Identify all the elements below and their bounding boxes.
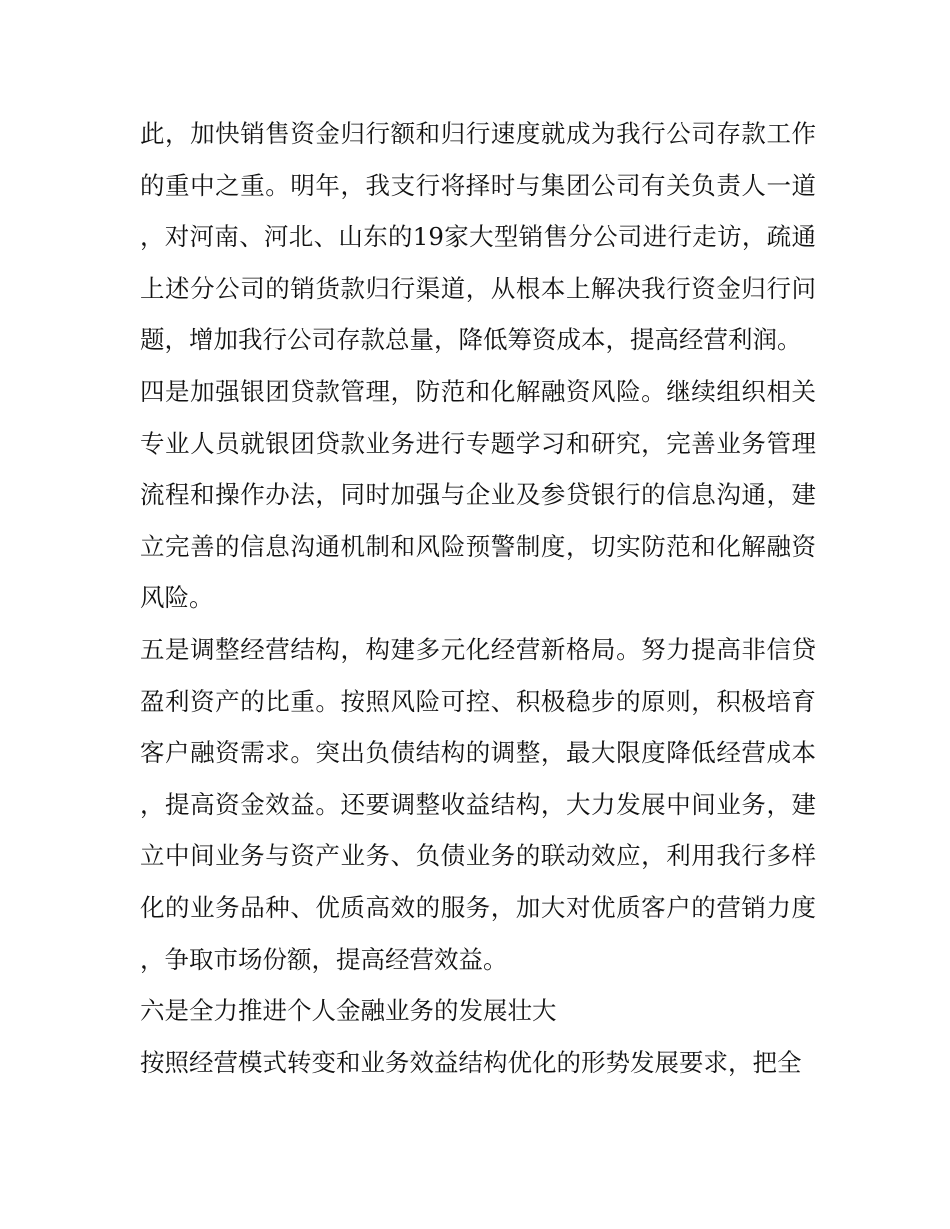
paragraph-point-four: 四是加强银团贷款管理，防范和化解融资风险。继续组织相关专业人员就银团贷款业务进行专题学习和研究，完善业务管理流程和操作办法，同时加强与企业及参贷银行的信息沟通，建立完善的信息沟通机制和风险预警制度，切实防范和化解融资风险。	[140, 376, 816, 613]
paragraph-point-five: 五是调整经营结构，构建多元化经营新格局。努力提高非信贷盈利资产的比重。按照风险可控、积极稳步的原则，积极培育客户融资需求。突出负债结构的调整，最大限度降低经营成本，提高资金效益。还要调整收益结构，大力发展中间业务，建立中间业务与资产业务、负债业务的联动效应，利用我行多样化的业务品种、优质高效的服务，加大对优质客户的营销力度，争取市场份额，提高经营效益。	[140, 634, 816, 974]
paragraph-continuation: 此，加快销售资金归行额和归行速度就成为我行公司存款工作的重中之重。明年，我支行将择时与集团公司有关负责人一道，对河南、河北、山东的19家大型销售分公司进行走访，疏通上述分公司的销货款归行渠道，从根本上解决我行资金归行问题，增加我行公司存款总量，降低筹资成本，提高经营利润。	[140, 119, 816, 355]
paragraph-point-six-body: 按照经营模式转变和业务效益结构优化的形势发展要求，把全	[140, 1047, 802, 1077]
body-text	[140, 108, 816, 1088]
paragraph-point-six-heading: 六是全力推进个人金融业务的发展壮大	[140, 996, 557, 1026]
